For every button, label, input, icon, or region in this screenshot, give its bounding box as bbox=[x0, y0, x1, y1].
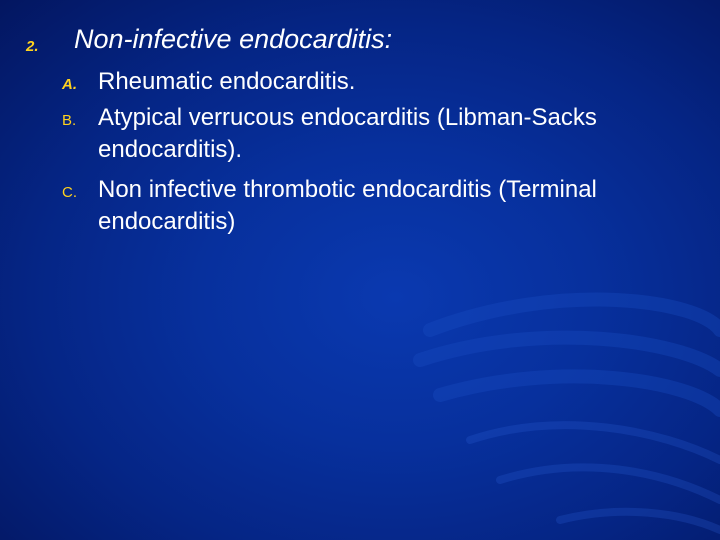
list-marker: 2. bbox=[26, 38, 39, 55]
sub-list-marker: A. bbox=[62, 76, 77, 93]
sub-list-text: Rheumatic endocarditis. bbox=[98, 68, 356, 95]
sub-list-marker: C. bbox=[62, 184, 77, 201]
sub-list-text: Non infective thrombotic endocarditis (Terminal endocarditis) bbox=[98, 176, 597, 235]
sub-list-text: Atypical verrucous endocarditis (Libman-Sacks endocarditis). bbox=[98, 104, 597, 163]
sub-list-marker: B. bbox=[62, 112, 77, 129]
main-heading: Non-infective endocarditis: bbox=[74, 24, 393, 54]
